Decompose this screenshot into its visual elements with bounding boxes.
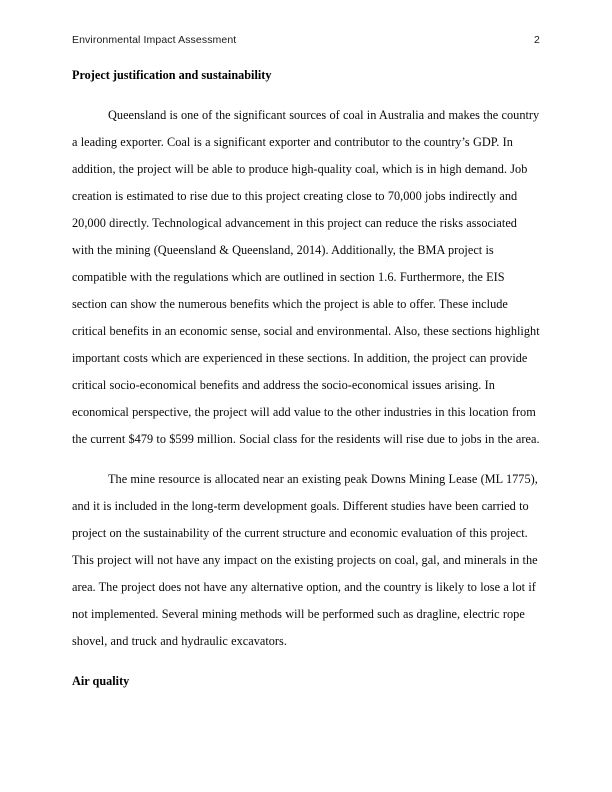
heading-block-air-quality: [72, 668, 540, 695]
paragraph-project-justification-2: The mine resource is allocated near an existing peak Downs Mining Lease (ML 1775), and it is included in the long-term development goals. Different studies have been carried to project on the sustainability of the current structure and economic evaluation of this project. This project will not have any impact on the existing projects on coal, gal, and minerals in the area. The project does not have any alternative option, and the country is likely to lose a lot if not implemented. Several mining methods will be performed such as dragline, electric rope shovel, and truck and hydraulic excavators.: [72, 472, 538, 648]
section-heading-air-quality: Air quality: [72, 674, 130, 688]
paragraph-project-justification-1: Queensland is one of the significant sources of coal in Australia and makes the country a leading exporter. Coal is a significant exporter and contributor to the country’s GDP. In addition, the project will be able to produce high-quality coal, which is in high demand. Job creation is estimated to rise due to this project creating close to 70,000 jobs indirectly and 20,000 directly. Technological advancement in this project can reduce the risks associated with the mining (Queensland & Queensland, 2014). Additionally, the BMA project is compatible with the regulations which are outlined in section 1.6. Furthermore, the EIS section can show the numerous benefits which the project is able to offer. These include critical benefits in an economic sense, social and environmental. Also, these sections highlight important costs which are experienced in these sections. In addition, the project can provide critical socio-economical benefits and address the socio-economical issues arising. In economical perspective, the project will add value to the other industries in this location from the current $479 to $599 million. Social class for the residents will rise due to jobs in the area.: [72, 108, 540, 446]
running-header: [72, 33, 540, 49]
document-body: [72, 62, 540, 695]
spacer-between-paragraphs: [72, 453, 540, 466]
header-title: Environmental Impact Assessment: [72, 34, 237, 46]
heading-block-project-justification: [72, 62, 540, 89]
spacer-before-air-quality: [72, 655, 540, 668]
spacer-after-heading: [72, 89, 540, 102]
page-number: 2: [534, 34, 540, 46]
section-heading-project-justification: Project justification and sustainability: [72, 68, 272, 82]
